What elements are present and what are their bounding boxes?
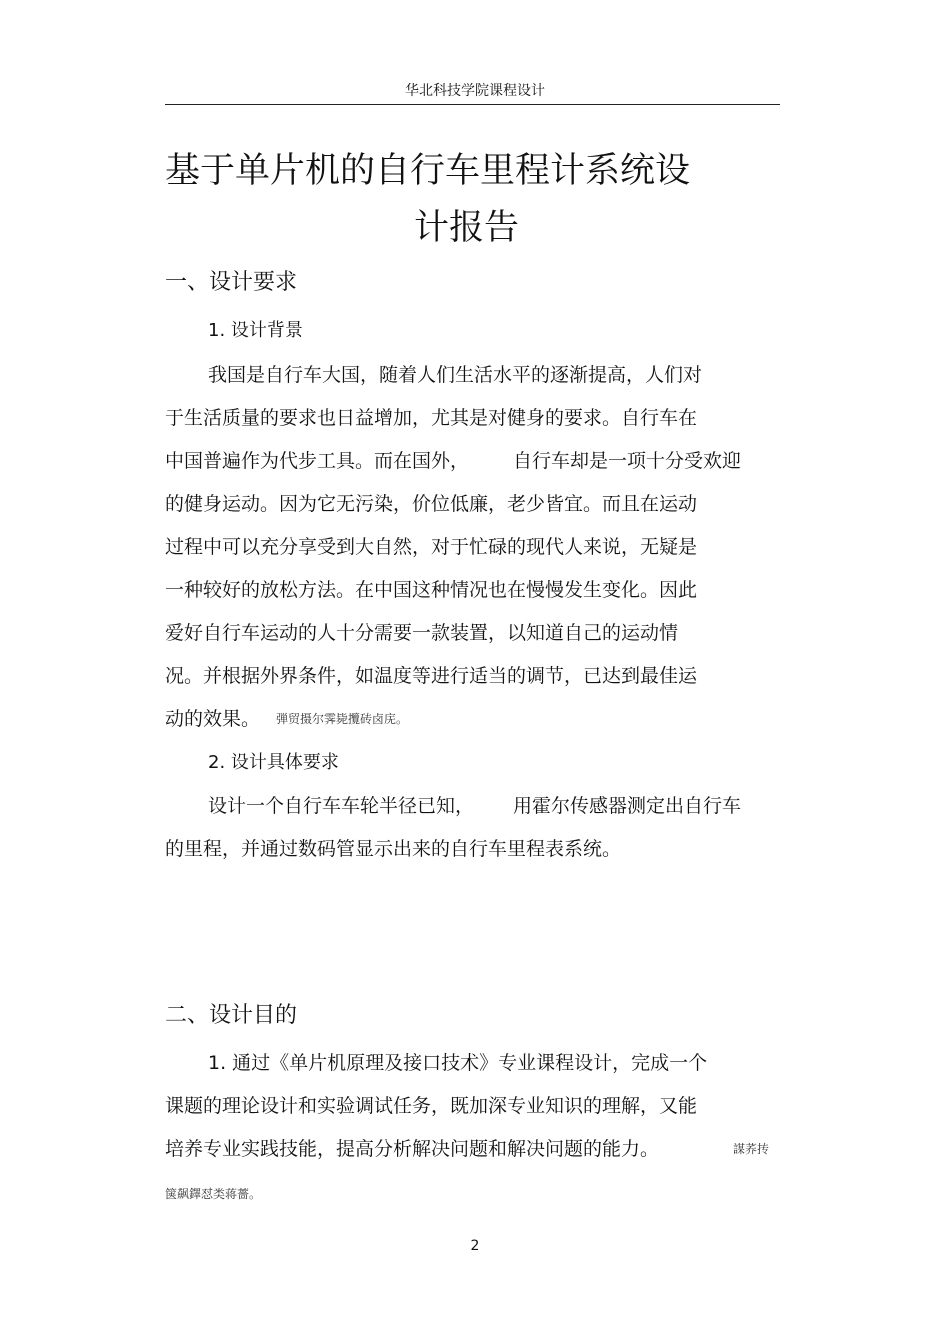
body-line: 1. 通过《单片机原理及接口技术》专业课程设计，完成一个 (208, 1052, 708, 1074)
body-line: 动的效果。 (165, 708, 261, 730)
garbled-text: 箧飙鐸怼类蒋薔。 (165, 1187, 262, 1201)
body-line: 的里程，并通过数码管显示出来的自行车里程表系统。 (165, 838, 622, 860)
body-line: 爱好自行车运动的人十分需要一款装置，以知道自己的运动情 (165, 622, 679, 644)
body-line: 培养专业实践技能，提高分析解决问题和解决问题的能力。 (165, 1138, 660, 1160)
body-line: 于生活质量的要求也日益增加，尤其是对健身的要求。自行车在 (165, 407, 698, 429)
section-1-heading: 一、设计要求 (165, 270, 298, 295)
body-line: 中国普遍作为代步工具。而在国外， (165, 450, 470, 472)
body-line: 一种较好的放松方法。在中国这种情况也在慢慢发生变化。因此 (165, 579, 698, 601)
page-number: 2 (470, 1238, 480, 1254)
body-line: 况。并根据外界条件，如温度等进行适当的调节，已达到最佳运 (165, 665, 698, 687)
subsection-2-heading: 2. 设计具体要求 (208, 752, 339, 773)
body-line: 我国是自行车大国，随着人们生活水平的逐渐提高，人们对 (208, 364, 703, 386)
body-line: 自行车却是一项十分受欢迎 (513, 450, 742, 472)
body-line: 用霍尔传感器测定出自行车 (513, 795, 742, 817)
garbled-text: 弾贸摄尔霁毙攬砖卤庑。 (276, 712, 409, 726)
body-line: 过程中可以充分享受到大自然，对于忙碌的现代人来说，无疑是 (165, 536, 698, 558)
title-line-1: 基于单片机的自行车里程计系统设 (165, 151, 691, 191)
title-line-2: 计报告 (414, 208, 520, 248)
garbled-text: 謀荞抟 (733, 1142, 770, 1156)
body-line: 设计一个自行车车轮半径已知， (208, 795, 475, 817)
subsection-1-heading: 1. 设计背景 (208, 320, 303, 341)
header-rule (165, 104, 780, 105)
body-line: 的健身运动。因为它无污染，价位低廉，老少皆宜。而且在运动 (165, 493, 698, 515)
page-header: 华北科技学院课程设计 (405, 83, 545, 99)
body-line: 课题的理论设计和实验调试任务，既加深专业知识的理解，又能 (165, 1095, 698, 1117)
section-2-heading: 二、设计目的 (165, 1003, 298, 1028)
